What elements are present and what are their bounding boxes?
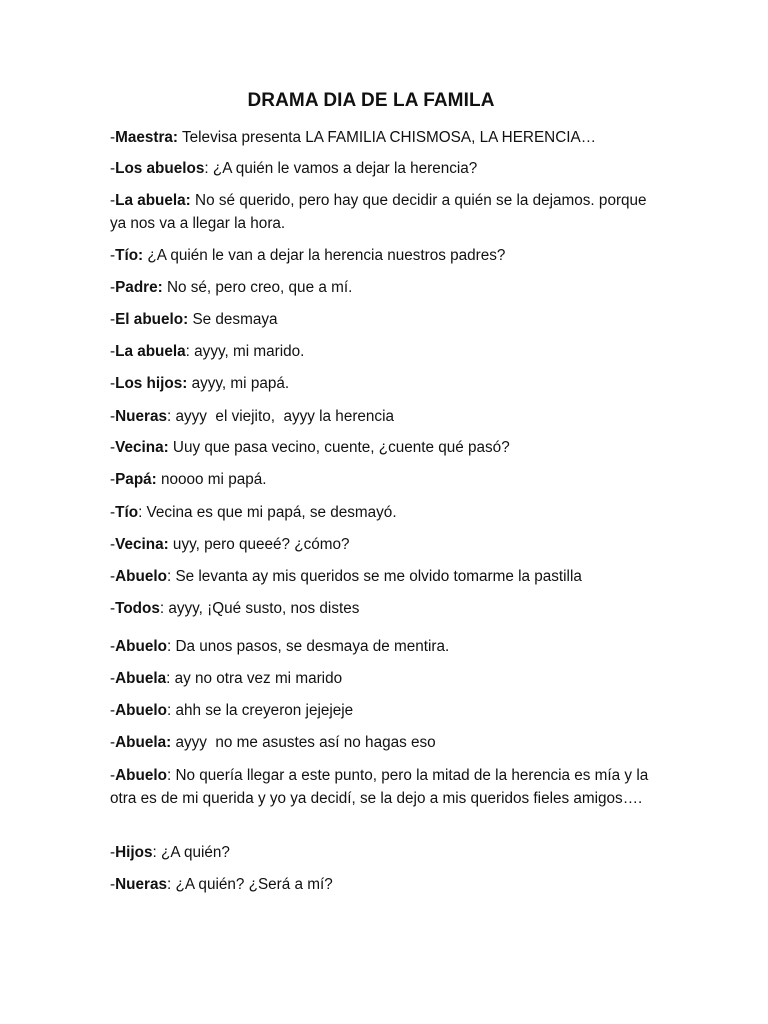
document-title: DRAMA DIA DE LA FAMILA [247,90,495,111]
line-text: uyy, pero queeé? ¿cómo? [168,536,350,553]
line-text: : Vecina es que mi papá, se desmayó. [138,504,397,521]
speaker-name: Nueras [115,408,167,425]
line-text: Se desmaya [188,311,278,328]
speaker-name: Los abuelos [115,160,205,177]
dialogue-line [110,700,650,723]
dialogue-line [110,534,650,557]
line-dash: - [110,279,116,296]
speaker-name: Maestra: [115,129,179,146]
speaker-name: Tío [115,504,139,521]
line-text: : Se levanta ay mis queridos se me olvido tomarme la pastilla [166,568,582,585]
line-dash: - [110,600,116,617]
line-dash: - [110,408,116,425]
line-text: : ¿A quién? [152,844,230,861]
speaker-name: Abuelo [115,638,167,655]
line-dash: - [110,734,116,751]
line-dash: - [110,129,116,146]
line-dash: - [110,192,116,209]
dialogue-line [110,598,650,621]
dialogue-line [110,158,650,181]
line-text: No sé querido, pero hay que decidir a quién se la dejamos. porque ya nos va a llegar la hora. [110,192,647,232]
speaker-name: Los hijos: [115,375,188,392]
line-dash: - [110,767,116,784]
line-text: ayyy, mi papá. [187,375,290,392]
speaker-name: Todos [115,600,160,617]
line-text: ayyy no me asustes así no hagas eso [171,734,436,751]
line-text: : ¿A quién? ¿Será a mí? [166,876,333,893]
line-text: : ¿A quién le vamos a dejar la herencia? [204,160,478,177]
line-dash: - [110,504,116,521]
line-text: : ahh se la creyeron jejejeje [166,702,354,719]
speaker-name: Abuelo [115,702,167,719]
line-dash: - [110,375,116,392]
line-text: : ayyy, mi marido. [185,343,305,360]
dialogue-line [110,636,650,659]
speaker-name: Abuela: [115,734,172,751]
line-dash: - [110,702,116,719]
line-dash: - [110,536,116,553]
line-dash: - [110,670,116,687]
dialogue-line [110,190,650,235]
line-dash: - [110,439,116,456]
line-text: Televisa presenta LA FAMILIA CHISMOSA, LA HERENCIA… [178,129,597,146]
dialogue-line [110,309,650,332]
line-text: ¿A quién le van a dejar la herencia nuestros padres? [143,247,506,264]
dialogue-line [110,341,650,364]
dialogue-line [110,842,650,865]
dialogue-line [110,437,650,460]
speaker-name: Vecina: [115,536,169,553]
line-dash: - [110,343,116,360]
speaker-name: Papá: [115,471,157,488]
dialogue-line [110,406,650,429]
line-dash: - [110,160,116,177]
line-text: noooo mi papá. [156,471,267,488]
line-dash: - [110,311,116,328]
dialogue-line [110,127,650,150]
speaker-name: La abuela: [115,192,191,209]
dialogue-line [110,502,650,525]
dialogue-line [110,566,650,589]
line-dash: - [110,876,116,893]
dialogue-line [110,277,650,300]
speaker-name: Padre: [115,279,163,296]
dialogue-line [110,732,650,755]
line-dash: - [110,844,116,861]
line-text: Uuy que pasa vecino, cuente, ¿cuente qué pasó? [168,439,510,456]
dialogue-line [110,469,650,492]
dialogue-line [110,373,650,396]
speaker-name: El abuelo: [115,311,189,328]
line-text: : Da unos pasos, se desmaya de mentira. [166,638,450,655]
line-dash: - [110,247,116,264]
line-dash: - [110,638,116,655]
speaker-name: Abuelo [115,568,167,585]
speaker-name: Hijos [115,844,153,861]
dialogue-line [110,668,650,691]
speaker-name: La abuela [115,343,186,360]
dialogue-line [110,874,650,897]
speaker-name: Tío: [115,247,144,264]
line-text: No sé, pero creo, que a mí. [162,279,353,296]
speaker-name: Abuelo [115,767,167,784]
speaker-name: Nueras [115,876,167,893]
line-text: : No quería llegar a este punto, pero la mitad de la herencia es mía y la otra es de mi querida y yo ya decidí, se la dejo a mis queridos fieles amigos…. [110,767,649,807]
line-text: : ayyy el viejito, ayyy la herencia [166,408,394,425]
dialogue-line [110,765,650,810]
line-dash: - [110,568,116,585]
line-text: : ay no otra vez mi marido [166,670,343,687]
line-text: : ayyy, ¡Qué susto, nos distes [159,600,360,617]
speaker-name: Vecina: [115,439,169,456]
speaker-name: Abuela [115,670,167,687]
line-dash: - [110,471,116,488]
dialogue-line [110,245,650,268]
